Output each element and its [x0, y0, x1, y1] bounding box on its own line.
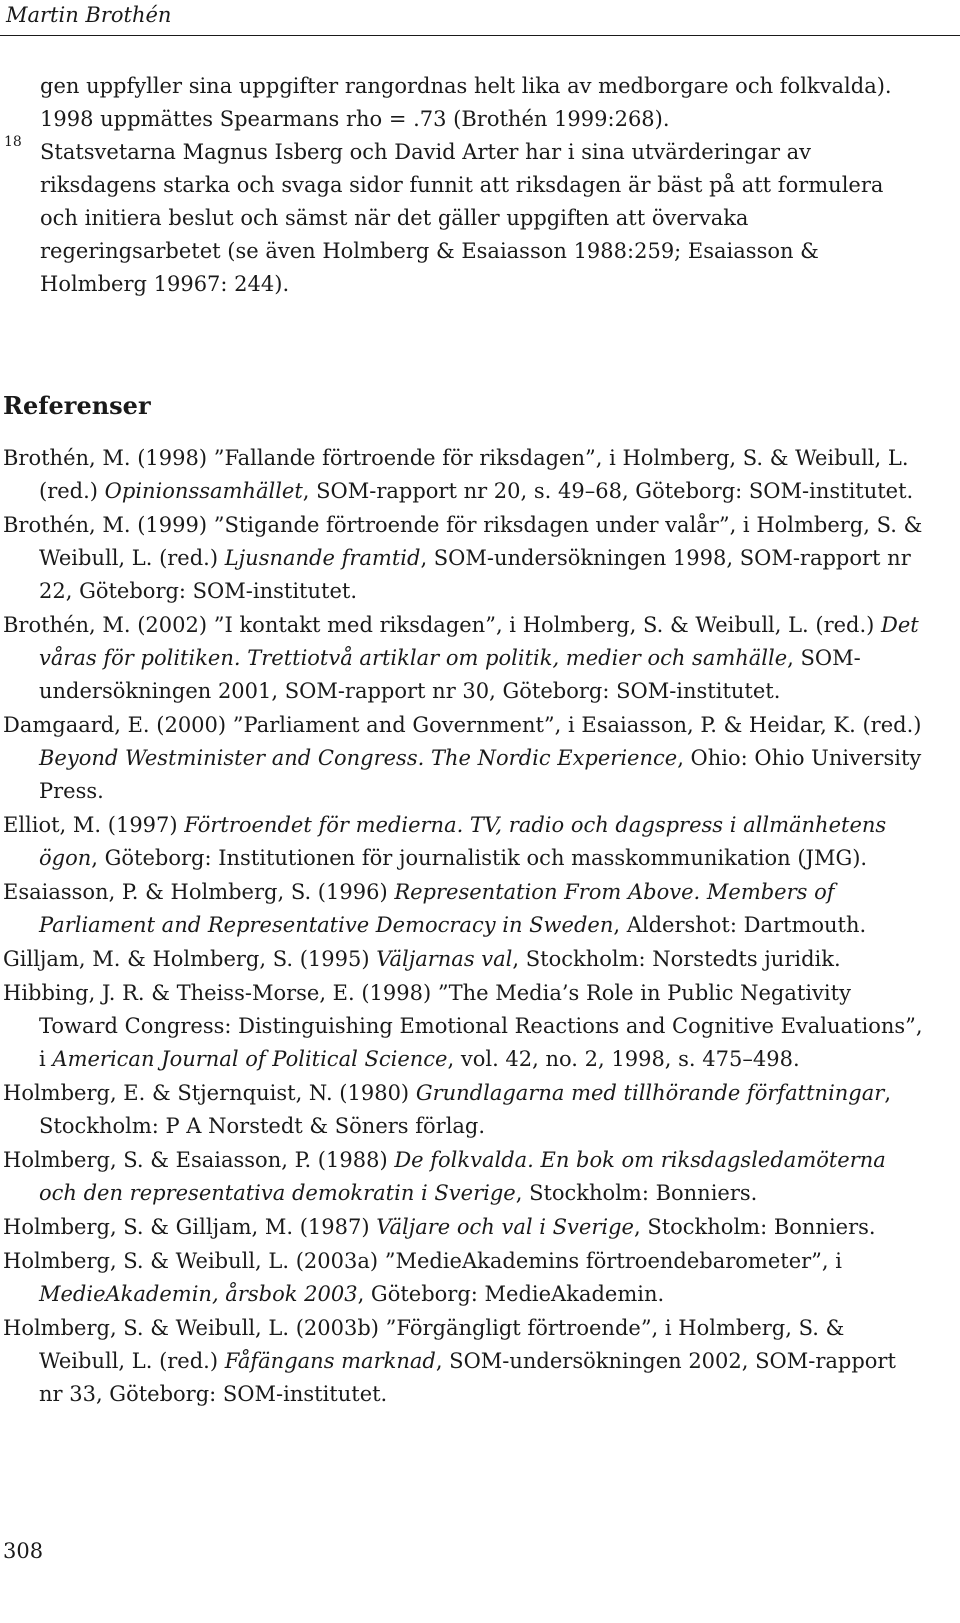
reference-title: Beyond Westminister and Congress. The Nordic Experience: [39, 746, 678, 770]
reference-title: Väljare och val i Sverige: [376, 1215, 634, 1239]
reference-entry: [3, 1312, 925, 1411]
reference-text: , vol. 42, no. 2, 1998, s. 475–498.: [447, 1047, 800, 1071]
reference-text: , Stockholm: P A Norstedt & Söners förlag.: [39, 1081, 892, 1138]
reference-text: , Göteborg: Institutionen för journalistik och masskommunikation (JMG).: [91, 846, 868, 870]
reference-text: Damgaard, E. (2000) ”Parliament and Government”, i Esaiasson, P. & Heidar, K. (red.): [3, 713, 922, 737]
reference-entry: [3, 1077, 925, 1143]
reference-text: , SOM-undersökningen 2002, SOM-rapport nr 33, Göteborg: SOM-institutet.: [39, 1349, 896, 1406]
reference-title: Ljusnande framtid: [224, 546, 421, 570]
reference-text: , Stockholm: Norstedts juridik.: [512, 947, 841, 971]
reference-text: Brothén, M. (1998) ”Fallande förtroende för riksdagen”, i Holmberg, S. & Weibull, L. (red.): [3, 446, 909, 503]
reference-text: Holmberg, S. & Gilljam, M. (1987): [3, 1215, 377, 1239]
reference-text: Holmberg, E. & Stjernquist, N. (1980): [3, 1081, 416, 1105]
footnote-continued: [40, 70, 925, 136]
footnotes: [4, 70, 925, 301]
reference-entry: [3, 1144, 925, 1210]
reference-text: Holmberg, S. & Weibull, L. (2003a) ”MedieAkademins förtroendebarometer”, i: [3, 1249, 842, 1273]
reference-entry: [3, 709, 925, 808]
reference-entry: [3, 876, 925, 942]
footnote-text: gen uppfyller sina uppgifter rangordnas helt lika av medborgare och folkvalda). 1998 uppmättes Spearmans rho = .73 (Brothén 1999:268).: [40, 74, 892, 131]
reference-entry: [3, 609, 925, 708]
footnote-18: [4, 134, 925, 301]
reference-text: Elliot, M. (1997): [3, 813, 185, 837]
reference-title: American Journal of Political Science: [52, 1047, 448, 1071]
reference-entry: [3, 1211, 925, 1244]
reference-text: , Ohio: Ohio University Press.: [39, 746, 922, 803]
reference-entry: [3, 809, 925, 875]
reference-text: , SOM-undersökningen 1998, SOM-rapport nr 22, Göteborg: SOM-institutet.: [39, 546, 911, 603]
reference-title: Förtroendet för medierna. TV, radio och dagspress i allmänhetens ögon: [39, 813, 887, 870]
reference-title: Det våras för politiken. Trettiotvå artiklar om politik, medier och samhälle: [39, 613, 919, 670]
reference-entry: [3, 1245, 925, 1311]
reference-entry: [3, 509, 925, 608]
reference-title: Grundlagarna med tillhörande författningar: [415, 1081, 885, 1105]
reference-text: Holmberg, S. & Weibull, L. (2003b) ”Förgängligt förtroende”, i Holmberg, S. & Weibull, L. (red.): [3, 1316, 845, 1373]
reference-text: , SOM-undersökningen 2001, SOM-rapport nr 30, Göteborg: SOM-institutet.: [39, 646, 861, 703]
reference-text: Gilljam, M. & Holmberg, S. (1995): [3, 947, 377, 971]
reference-title: Väljarnas val: [376, 947, 513, 971]
reference-entry: [3, 977, 925, 1076]
page-number: 308: [3, 1539, 44, 1563]
reference-title: Fåfängans marknad: [224, 1349, 436, 1373]
reference-entry: [3, 943, 925, 976]
reference-text: Brothén, M. (1999) ”Stigande förtroende för riksdagen under valår”, i Holmberg, S. & Weibull, L. (red.): [3, 513, 923, 570]
reference-text: Esaiasson, P. & Holmberg, S. (1996): [3, 880, 395, 904]
reference-text: , SOM-rapport nr 20, s. 49–68, Göteborg: SOM-institutet.: [302, 479, 914, 503]
reference-text: Holmberg, S. & Esaiasson, P. (1988): [3, 1148, 395, 1172]
reference-title: Opinionssamhället: [104, 479, 303, 503]
reference-text: , Stockholm: Bonniers.: [515, 1181, 758, 1205]
footnote-number: 18: [4, 134, 22, 150]
reference-entry: [3, 442, 925, 508]
reference-text: Hibbing, J. R. & Theiss-Morse, E. (1998) ”The Media’s Role in Public Negativity Toward Congress: Distinguishing Emotional Reactions and Cognitive Evaluations”, i: [3, 981, 923, 1071]
footnote-text: Statsvetarna Magnus Isberg och David Arter har i sina utvärderingar av riksdagens starka och svaga sidor funnit att riksdagen är bäst på att formulera och initiera beslut och sämst när det gäller uppgiften att övervaka regeringsarbetet (se även Holmberg & Esaiasson 1988:259; Esaiasson & Holmberg 19967: 244).: [40, 140, 884, 296]
reference-title: De folkvalda. En bok om riksdagsledamöterna och den representativa demokratin i Sverige: [39, 1148, 886, 1205]
reference-text: , Aldershot: Dartmouth.: [613, 913, 867, 937]
header-rule: [0, 35, 960, 36]
reference-title: MedieAkademin, årsbok 2003: [39, 1282, 358, 1306]
running-head: Martin Brothén: [6, 3, 172, 27]
reference-list: [3, 442, 925, 1412]
reference-text: , Göteborg: MedieAkademin.: [357, 1282, 665, 1306]
reference-text: Brothén, M. (2002) ”I kontakt med riksdagen”, i Holmberg, S. & Weibull, L. (red.): [3, 613, 882, 637]
references-heading: Referenser: [3, 391, 151, 420]
reference-title: Representation From Above. Members of Parliament and Representative Democracy in Sweden: [39, 880, 835, 937]
reference-text: , Stockholm: Bonniers.: [633, 1215, 876, 1239]
